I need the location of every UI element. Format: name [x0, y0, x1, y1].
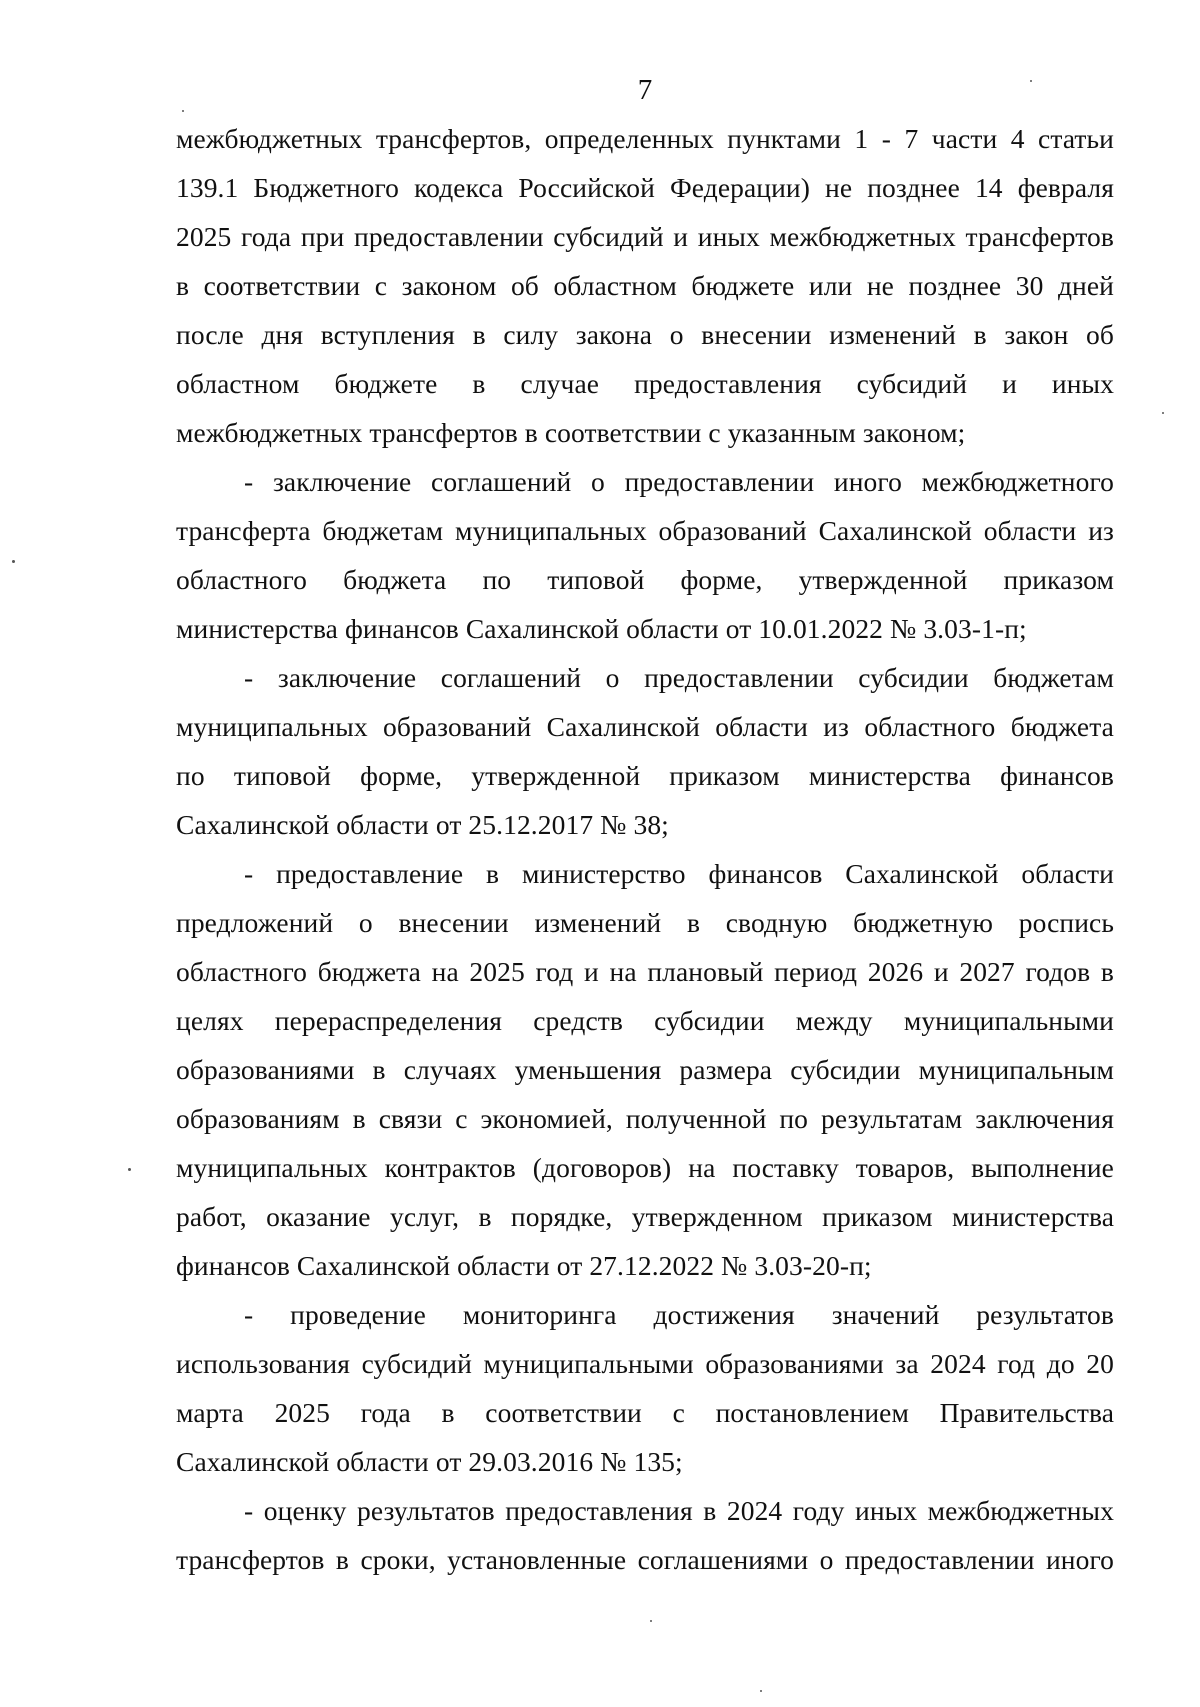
text-line: 139.1 Бюджетного кодекса Российской Федерации) не позднее 14 февраля: [176, 172, 1114, 203]
paragraph-1: [176, 114, 1114, 457]
text-line: в соответствии с законом об областном бюджете или не позднее 30 дней: [176, 270, 1114, 301]
text-line: использования субсидий муниципальными образованиями за 2024 год до 20: [176, 1348, 1114, 1379]
text-line: межбюджетных трансфертов, определенных пунктами 1 - 7 части 4 статьи: [176, 123, 1114, 154]
text-line: областном бюджете в случае предоставления субсидий и иных: [176, 368, 1114, 399]
text-line: 2025 года при предоставлении субсидий и иных межбюджетных трансфертов: [176, 221, 1114, 252]
scan-speck: [1030, 80, 1032, 82]
text-line: трансфертов в сроки, установленные соглашениями о предоставлении иного: [176, 1544, 1114, 1575]
text-line: после дня вступления в силу закона о внесении изменений в закон об: [176, 319, 1114, 350]
paragraph-4: [176, 849, 1114, 1290]
text-line: - заключение соглашений о предоставлении иного межбюджетного: [244, 466, 1114, 497]
text-line: целях перераспределения средств субсидии между муниципальными: [176, 1005, 1114, 1036]
scan-speck: [650, 1620, 652, 1622]
text-line: финансов Сахалинской области от 27.12.2022 № 3.03-20-п;: [176, 1250, 872, 1281]
document-body: [176, 114, 1114, 1584]
paragraph-3: [176, 653, 1114, 849]
text-line: муниципальных образований Сахалинской области из областного бюджета: [176, 711, 1114, 742]
text-line: Сахалинской области от 29.03.2016 № 135;: [176, 1446, 683, 1477]
text-line: - предоставление в министерство финансов Сахалинской области: [244, 858, 1114, 889]
scan-speck: [1162, 412, 1164, 414]
paragraph-5: [176, 1290, 1114, 1486]
text-line: - проведение мониторинга достижения значений результатов: [244, 1299, 1114, 1330]
scan-speck: [128, 1168, 131, 1171]
text-line: трансферта бюджетам муниципальных образований Сахалинской области из: [176, 515, 1114, 546]
scan-speck: [182, 110, 184, 112]
scan-speck: [12, 560, 15, 563]
paragraph-2: [176, 457, 1114, 653]
text-line: марта 2025 года в соответствии с постановлением Правительства: [176, 1397, 1114, 1428]
text-line: муниципальных контрактов (договоров) на поставку товаров, выполнение: [176, 1152, 1114, 1183]
text-line: министерства финансов Сахалинской области от 10.01.2022 № 3.03-1-п;: [176, 613, 1027, 644]
page-number: 7: [637, 74, 653, 106]
text-line: работ, оказание услуг, в порядке, утвержденном приказом министерства: [176, 1201, 1114, 1232]
text-line: образованиям в связи с экономией, полученной по результатам заключения: [176, 1103, 1114, 1134]
text-line: образованиями в случаях уменьшения размера субсидии муниципальным: [176, 1054, 1114, 1085]
paragraph-6: [176, 1486, 1114, 1584]
text-line: Сахалинской области от 25.12.2017 № 38;: [176, 809, 669, 840]
text-line: межбюджетных трансфертов в соответствии с указанным законом;: [176, 417, 966, 448]
text-line: - заключение соглашений о предоставлении субсидии бюджетам: [244, 662, 1114, 693]
text-line: областного бюджета на 2025 год и на плановый период 2026 и 2027 годов в: [176, 956, 1114, 987]
text-line: - оценку результатов предоставления в 2024 году иных межбюджетных: [244, 1495, 1114, 1526]
scan-speck: [760, 1690, 762, 1692]
text-line: областного бюджета по типовой форме, утвержденной приказом: [176, 564, 1114, 595]
text-line: предложений о внесении изменений в сводную бюджетную роспись: [176, 907, 1114, 938]
text-line: по типовой форме, утвержденной приказом министерства финансов: [176, 760, 1114, 791]
